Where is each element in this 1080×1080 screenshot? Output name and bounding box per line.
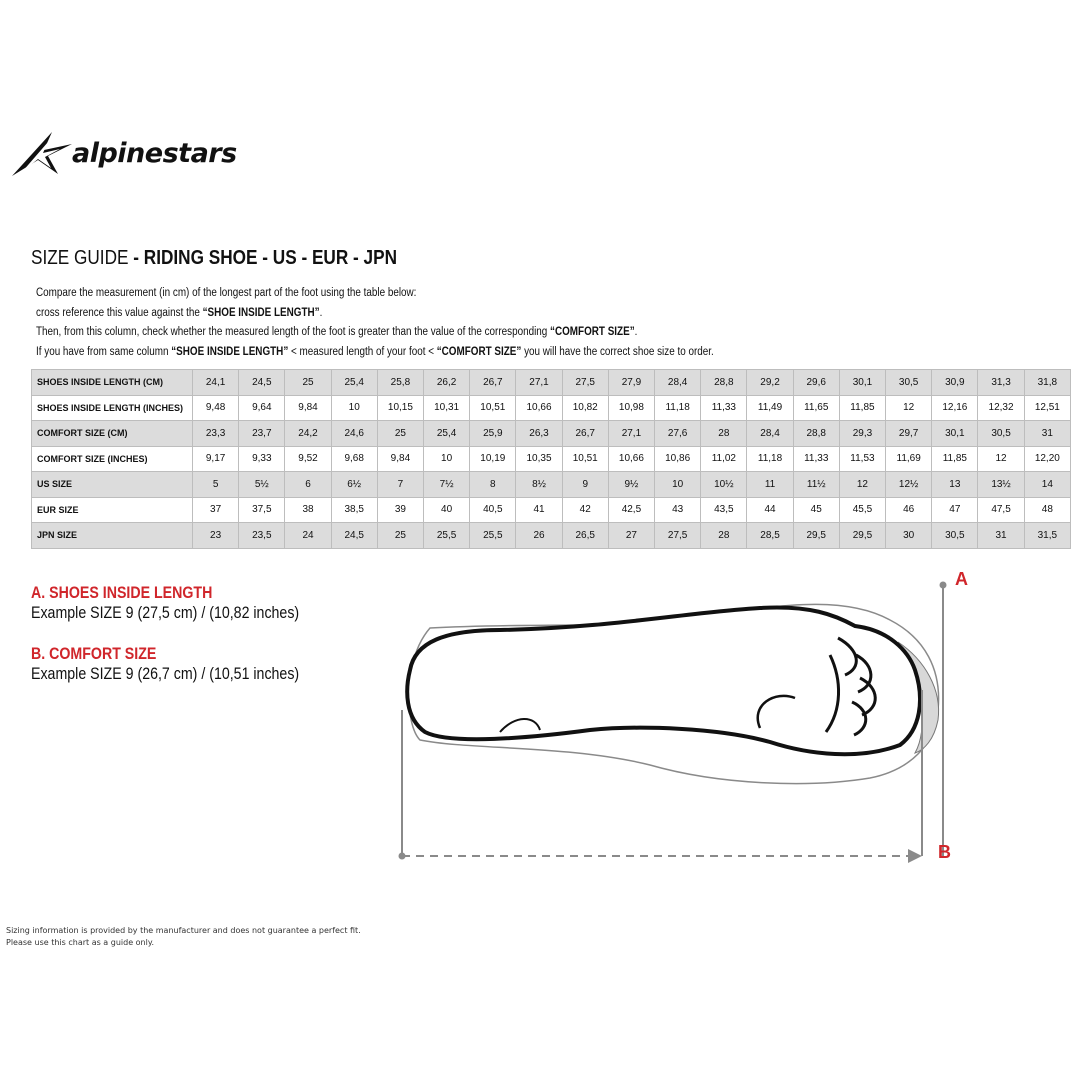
table-cell: 31,8 [1024, 370, 1070, 396]
table-cell: 12½ [886, 472, 932, 498]
table-cell: 48 [1024, 497, 1070, 523]
table-cell: 24 [285, 523, 331, 549]
table-cell: 12,20 [1024, 446, 1070, 472]
instruction-line-4 [36, 343, 896, 363]
table-cell: 37,5 [239, 497, 285, 523]
table-cell: 10 [424, 446, 470, 472]
table-cell: 10,15 [377, 395, 423, 421]
table-cell: 37 [193, 497, 239, 523]
table-cell: 28 [701, 421, 747, 447]
table-cell: 13 [932, 472, 978, 498]
table-cell: 25,5 [424, 523, 470, 549]
table-cell: 9 [562, 472, 608, 498]
disclaimer-line-2: Please use this chart as a guide only. [6, 938, 154, 947]
row-label: US SIZE [32, 472, 193, 498]
legend-a-title: A. SHOES INSIDE LENGTH [31, 584, 213, 602]
instruction-emphasis: “SHOE INSIDE LENGTH” [202, 306, 320, 319]
table-cell: 24,5 [239, 370, 285, 396]
table-cell: 23,3 [193, 421, 239, 447]
size-table-body [32, 370, 1071, 549]
instruction-text: If you have from same column [36, 345, 172, 358]
table-cell: 40,5 [470, 497, 516, 523]
table-cell: 14 [1024, 472, 1070, 498]
table-cell: 45,5 [839, 497, 885, 523]
table-row [32, 472, 1071, 498]
table-cell: 25 [377, 523, 423, 549]
table-cell: 10,51 [562, 446, 608, 472]
table-cell: 27,9 [608, 370, 654, 396]
table-cell: 5½ [239, 472, 285, 498]
table-cell: 43 [655, 497, 701, 523]
table-cell: 10,66 [516, 395, 562, 421]
table-cell: 39 [377, 497, 423, 523]
table-cell: 5 [193, 472, 239, 498]
table-cell: 8½ [516, 472, 562, 498]
table-cell: 13½ [978, 472, 1024, 498]
table-cell: 30,5 [978, 421, 1024, 447]
table-cell: 12,51 [1024, 395, 1070, 421]
table-cell: 44 [747, 497, 793, 523]
table-cell: 24,5 [331, 523, 377, 549]
brand-wordmark: alpinestars [72, 138, 237, 169]
legend-b-title: B. COMFORT SIZE [31, 645, 157, 663]
table-cell: 28,4 [747, 421, 793, 447]
table-cell: 10,82 [562, 395, 608, 421]
table-cell: 11 [747, 472, 793, 498]
table-cell: 25,8 [377, 370, 423, 396]
table-cell: 11,33 [793, 446, 839, 472]
title-lead: SIZE GUIDE [31, 247, 129, 269]
table-cell: 24,2 [285, 421, 331, 447]
table-cell: 24,1 [193, 370, 239, 396]
table-row [32, 370, 1071, 396]
table-cell: 9,64 [239, 395, 285, 421]
table-cell: 25,4 [331, 370, 377, 396]
table-cell: 31,5 [1024, 523, 1070, 549]
table-cell: 10½ [701, 472, 747, 498]
table-row [32, 497, 1071, 523]
table-cell: 27,1 [608, 421, 654, 447]
table-cell: 42,5 [608, 497, 654, 523]
table-cell: 30,1 [932, 421, 978, 447]
table-cell: 9,84 [285, 395, 331, 421]
instruction-text: Compare the measurement (in cm) of the longest part of the foot using the table below: [36, 287, 417, 299]
table-cell: 25 [377, 421, 423, 447]
disclaimer-line-1: Sizing information is provided by the manufacturer and does not guarantee a perfect fit. [6, 926, 361, 935]
marker-b-label: B [938, 842, 951, 862]
table-cell: 11,85 [932, 446, 978, 472]
table-cell: 12,32 [978, 395, 1024, 421]
table-cell: 30 [886, 523, 932, 549]
table-cell: 10 [655, 472, 701, 498]
instruction-text: cross reference this value against the [36, 306, 203, 319]
table-cell: 27,6 [655, 421, 701, 447]
table-cell: 10,98 [608, 395, 654, 421]
legend-b-example: Example SIZE 9 (26,7 cm) / (10,51 inches) [31, 665, 300, 683]
table-cell: 27 [608, 523, 654, 549]
row-label: JPN SIZE [32, 523, 193, 549]
table-cell: 41 [516, 497, 562, 523]
instruction-text: . [634, 326, 638, 338]
table-cell: 26,7 [470, 370, 516, 396]
table-cell: 10,51 [470, 395, 516, 421]
table-cell: 29,6 [793, 370, 839, 396]
table-cell: 11,02 [701, 446, 747, 472]
table-cell: 47,5 [978, 497, 1024, 523]
row-label: EUR SIZE [32, 497, 193, 523]
table-cell: 38,5 [331, 497, 377, 523]
brand-logo [8, 128, 258, 184]
table-cell: 25,9 [470, 421, 516, 447]
table-cell: 11,69 [886, 446, 932, 472]
table-cell: 10,31 [424, 395, 470, 421]
table-cell: 11,18 [655, 395, 701, 421]
table-cell: 47 [932, 497, 978, 523]
table-cell: 6½ [331, 472, 377, 498]
table-cell: 12 [886, 395, 932, 421]
table-cell: 25,4 [424, 421, 470, 447]
table-cell: 11,53 [839, 446, 885, 472]
instruction-text: you will have the correct shoe size to order. [521, 345, 714, 358]
instruction-emphasis: “COMFORT SIZE” [436, 345, 522, 358]
alpinestars-star-logo-icon [8, 128, 78, 184]
table-cell: 10,86 [655, 446, 701, 472]
table-cell: 26,5 [562, 523, 608, 549]
table-cell: 9,52 [285, 446, 331, 472]
table-cell: 23,5 [239, 523, 285, 549]
marker-b-dot [399, 853, 406, 860]
table-cell: 29,3 [839, 421, 885, 447]
table-cell: 11,85 [839, 395, 885, 421]
table-cell: 26,3 [516, 421, 562, 447]
table-cell: 9,17 [193, 446, 239, 472]
row-label: COMFORT SIZE (INCHES) [32, 446, 193, 472]
table-cell: 9,84 [377, 446, 423, 472]
table-cell: 9½ [608, 472, 654, 498]
row-label: COMFORT SIZE (CM) [32, 421, 193, 447]
table-row [32, 395, 1071, 421]
table-cell: 24,6 [331, 421, 377, 447]
table-cell: 26,2 [424, 370, 470, 396]
instruction-emphasis: “COMFORT SIZE” [550, 326, 635, 338]
instruction-line-3 [36, 323, 896, 343]
instructions [36, 284, 1036, 362]
table-cell: 10,66 [608, 446, 654, 472]
foot-measurement-diagram [390, 560, 990, 880]
table-cell: 11½ [793, 472, 839, 498]
marker-a-label: A [955, 569, 968, 589]
table-cell: 12,16 [932, 395, 978, 421]
table-cell: 27,5 [562, 370, 608, 396]
table-cell: 12 [839, 472, 885, 498]
instruction-line-2 [36, 304, 896, 324]
table-cell: 9,48 [193, 395, 239, 421]
row-label: SHOES INSIDE LENGTH (CM) [32, 370, 193, 396]
table-cell: 6 [285, 472, 331, 498]
table-cell: 29,5 [793, 523, 839, 549]
table-cell: 30,5 [932, 523, 978, 549]
legend-a-example: Example SIZE 9 (27,5 cm) / (10,82 inches) [31, 604, 300, 622]
table-cell: 30,9 [932, 370, 978, 396]
table-cell: 7½ [424, 472, 470, 498]
instruction-emphasis: “SHOE INSIDE LENGTH” [171, 345, 289, 358]
instruction-text: < measured length of your foot < [288, 345, 437, 358]
instruction-text: . [319, 306, 323, 319]
table-cell: 31 [978, 523, 1024, 549]
table-cell: 29,5 [839, 523, 885, 549]
table-cell: 12 [978, 446, 1024, 472]
table-cell: 23,7 [239, 421, 285, 447]
page-title [31, 247, 397, 270]
table-cell: 10,35 [516, 446, 562, 472]
table-cell: 7 [377, 472, 423, 498]
table-cell: 26 [516, 523, 562, 549]
table-cell: 40 [424, 497, 470, 523]
row-label: SHOES INSIDE LENGTH (INCHES) [32, 395, 193, 421]
table-cell: 30,1 [839, 370, 885, 396]
table-cell: 25,5 [470, 523, 516, 549]
table-cell: 30,5 [886, 370, 932, 396]
table-cell: 9,68 [331, 446, 377, 472]
table-cell: 29,2 [747, 370, 793, 396]
table-row [32, 446, 1071, 472]
table-cell: 11,18 [747, 446, 793, 472]
table-cell: 38 [285, 497, 331, 523]
instruction-line-1 [36, 284, 896, 304]
table-cell: 11,33 [701, 395, 747, 421]
table-cell: 27,5 [655, 523, 701, 549]
table-cell: 26,7 [562, 421, 608, 447]
table-row [32, 421, 1071, 447]
table-cell: 23 [193, 523, 239, 549]
table-cell: 8 [470, 472, 516, 498]
table-cell: 11,49 [747, 395, 793, 421]
table-cell: 28,4 [655, 370, 701, 396]
table-cell: 46 [886, 497, 932, 523]
instruction-text: Then, from this column, check whether the measured length of the foot is greater than the value of the corresponding [36, 326, 551, 338]
table-cell: 43,5 [701, 497, 747, 523]
table-cell: 45 [793, 497, 839, 523]
title-bold: - RIDING SHOE - US - EUR - JPN [128, 247, 398, 269]
table-cell: 28,8 [793, 421, 839, 447]
table-cell: 25 [285, 370, 331, 396]
table-cell: 10 [331, 395, 377, 421]
table-cell: 28 [701, 523, 747, 549]
foot-outline [407, 607, 920, 754]
table-cell: 10,19 [470, 446, 516, 472]
table-cell: 42 [562, 497, 608, 523]
marker-a-dot [940, 582, 947, 589]
table-cell: 31,3 [978, 370, 1024, 396]
table-cell: 28,5 [747, 523, 793, 549]
table-cell: 27,1 [516, 370, 562, 396]
table-cell: 28,8 [701, 370, 747, 396]
table-row [32, 523, 1071, 549]
table-cell: 29,7 [886, 421, 932, 447]
size-table [31, 369, 1071, 549]
table-cell: 9,33 [239, 446, 285, 472]
disclaimer [6, 925, 361, 949]
arrow-icon [908, 849, 922, 863]
table-cell: 11,65 [793, 395, 839, 421]
table-cell: 31 [1024, 421, 1070, 447]
